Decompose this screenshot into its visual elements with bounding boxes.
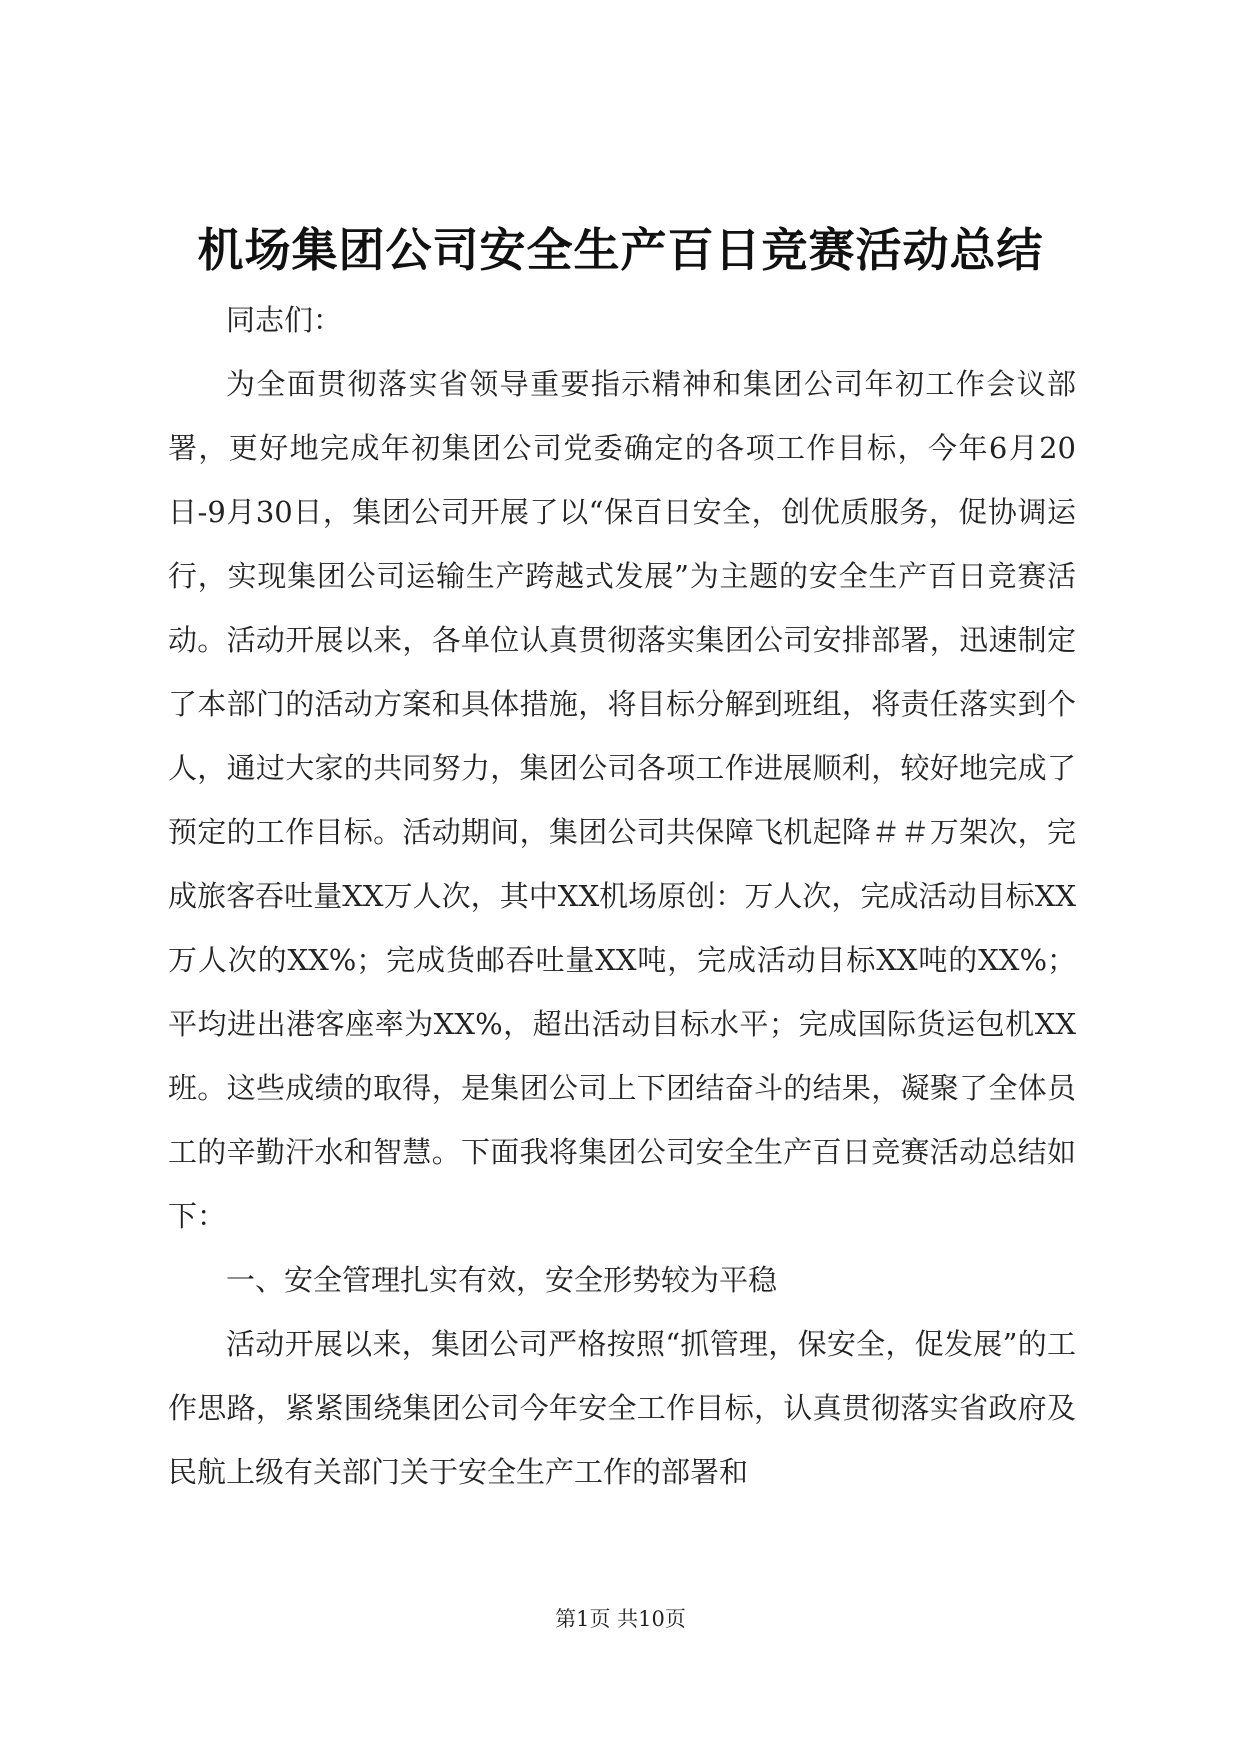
intro-paragraph: 为全面贯彻落实省领导重要指示精神和集团公司年初工作会议部署，更好地完成年初集团公司党委确定的各项工作目标，今年6月20日-9月30日，集团公司开展了以“保百日安全，创优质服务，促协调运行，实现集团公司运输生产跨越式发展”为主题的安全生产百日竞赛活动。活动开展以来，各单位认真贯彻落实集团公司安排部署，迅速制定了本部门的活动方案和具体措施，将目标分解到班组，将责任落实到个人，通过大家的共同努力，集团公司各项工作进展顺利，较好地完成了预定的工作目标。活动期间，集团公司共保障飞机起降＃＃万架次，完成旅客吞吐量XX万人次，其中XX机场原创：万人次，完成活动目标XX万人次的XX%；完成货邮吞吐量XX吨，完成活动目标XX吨的XX%；平均进出港客座率为XX%，超出活动目标水平；完成国际货运包机XX班。这些成绩的取得，是集团公司上下团结奋斗的结果，凝聚了全体员工的辛勤汗水和智慧。下面我将集团公司安全生产百日竞赛活动总结如下：	[168, 367, 1076, 1233]
salutation: 同志们：	[226, 303, 343, 337]
section-heading: 一、安全管理扎实有效，安全形势较为平稳	[226, 1263, 778, 1297]
document-body	[168, 288, 1076, 1504]
page-footer: 第1页 共10页	[555, 1607, 686, 1631]
section-paragraph: 活动开展以来，集团公司严格按照“抓管理，保安全，促发展”的工作思路，紧紧围绕集团公司今年安全工作目标，认真贯彻落实省政府及民航上级有关部门关于安全生产工作的部署和	[168, 1327, 1076, 1489]
document-title: 机场集团公司安全生产百日竞赛活动总结	[197, 223, 1044, 277]
